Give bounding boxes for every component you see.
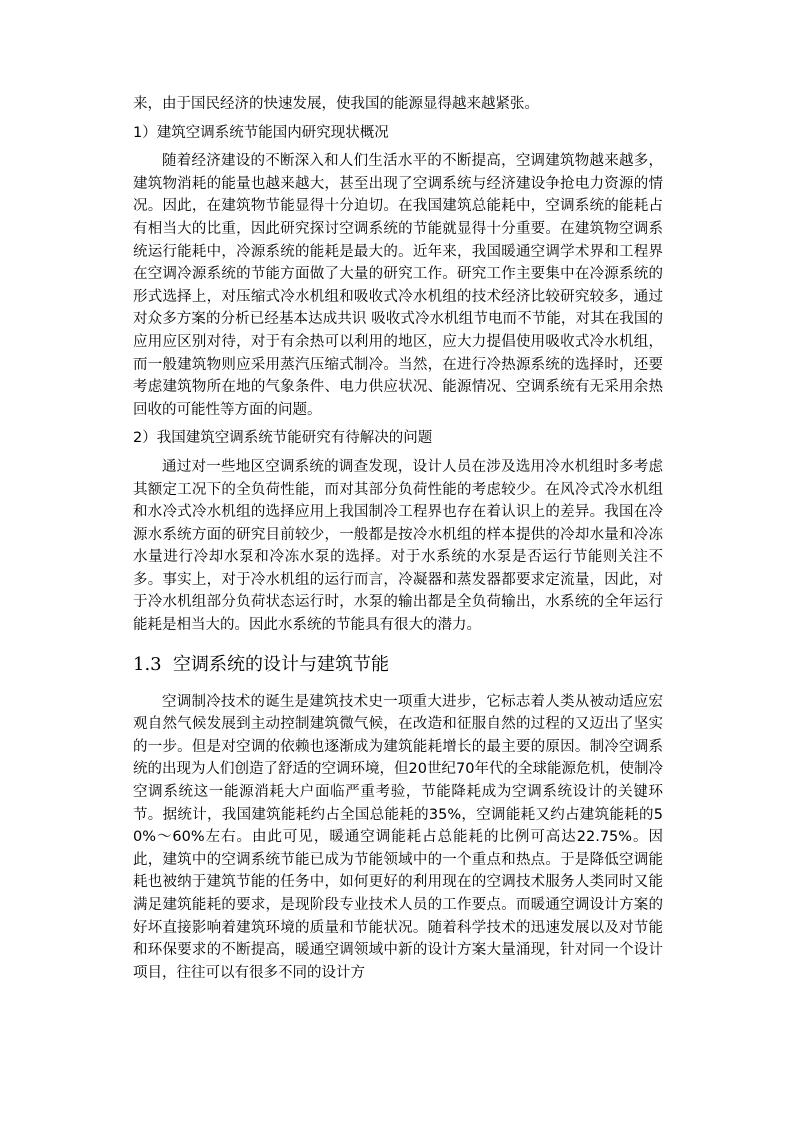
subheading-problems-to-solve: 2）我国建筑空调系统节能研究有待解决的问题 <box>133 430 433 447</box>
paragraph-research-status: 随着经济建设的不断深入和人们生活水平的不断提高，空调建筑物越来越多，建筑物消耗的能量也越来越大，甚至出现了空调系统与经济建设争抢电力资源的情况。因此，在建筑物节能显得十分迫切。在我国建筑总能耗中，空调系统的能耗占有相当大的比重，因此研究探讨空调系统的节能就显得十分重要。在建筑物空调系统运行能耗中，冷源系统的能耗是最大的。近年来，我国暖通空调学术界和工程界在空调冷源系统的节能方面做了大量的研究工作。研究工作主要集中在冷源系统的形式选择上，对压缩式冷水机组和吸收式冷水机组的技术经济比较研究较多，通过对众多方案的分析已经基本达成共识 吸收式冷水机组节电而不节能，对其在我国的应用应区别对待，对于有余热可以利用的地区，应大力提倡使用吸收式冷水机组，而一般建筑物则应采用蒸汽压缩式制冷。当然，在进行冷热源系统的选择时，还要考虑建筑物所在地的气象条件、电力供应状况、能源情况、空调系统有无采用余热回收的可能性等方面的问题。 <box>133 153 663 418</box>
section-title: 空调系统的设计与建筑节能 <box>173 653 389 675</box>
paragraph-design-and-energy: 空调制冷技术的诞生是建筑技术史一项重大进步，它标志着人类从被动适应宏观自然气候发展到主动控制建筑微气候，在改造和征服自然的过程的又迈出了坚实的一步。但是对空调的依赖也逐渐成为建筑能耗增长的最主要的原因。制冷空调系统的出现为人们创造了舒适的空调环境，但20世纪70年代的全球能源危机，使制冷空调系统这一能源消耗大户面临严重考验，节能降耗成为空调系统设计的关键环节。据统计，我国建筑能耗约占全国总能耗的35%，空调能耗又约占建筑能耗的50%～60%左右。由此可见，暖通空调能耗占总能耗的比例可高达22.75%。因此，建筑中的空调系统节能已成为节能领域中的一个重点和热点。于是降低空调能耗也被纳于建筑节能的任务中，如何更好的利用现在的空调技术服务人类同时又能满足建筑能耗的要求，是现阶段专业技术人员的工作要点。而暖通空调设计方案的好坏直接影响着建筑环境的质量和节能状况。随着科学技术的迅速发展以及对节能和环保要求的不断提高，暖通空调领域中新的设计方案大量涌现，针对同一个设计项目，往往可以有很多不同的设计方 <box>133 693 663 981</box>
document-page <box>133 93 663 984</box>
section-heading <box>133 653 663 677</box>
intro-paragraph-end: 来，由于国民经济的快速发展，使我国的能源显得越来越紧张。 <box>133 96 539 112</box>
paragraph-problems: 通过对一些地区空调系统的调查发现，设计人员在涉及选用冷水机组时多考虑其额定工况下的全负荷性能，而对其部分负荷性能的考虑较少。在风冷式冷水机组和水冷式冷水机组的选择应用上我国制冷工程界也存在着认识上的差异。我国在冷源水系统方面的研究目前较少，一般都是按冷水机组的样本提供的冷却水量和冷冻水量进行冷却水泵和冷冻水泵的选择。对于水系统的水泵是否运行节能则关注不多。事实上，对于冷水机组的运行而言，冷凝器和蒸发器都要求定流量，因此，对于冷水机组部分负荷状态运行时，水泵的输出都是全负荷输出，水系统的全年运行能耗是相当大的。因此水系统的节能具有很大的潜力。 <box>133 458 663 634</box>
subheading-domestic-research-status: 1）建筑空调系统节能国内研究现状概况 <box>133 124 389 141</box>
section-number: 1.3 <box>133 653 162 675</box>
